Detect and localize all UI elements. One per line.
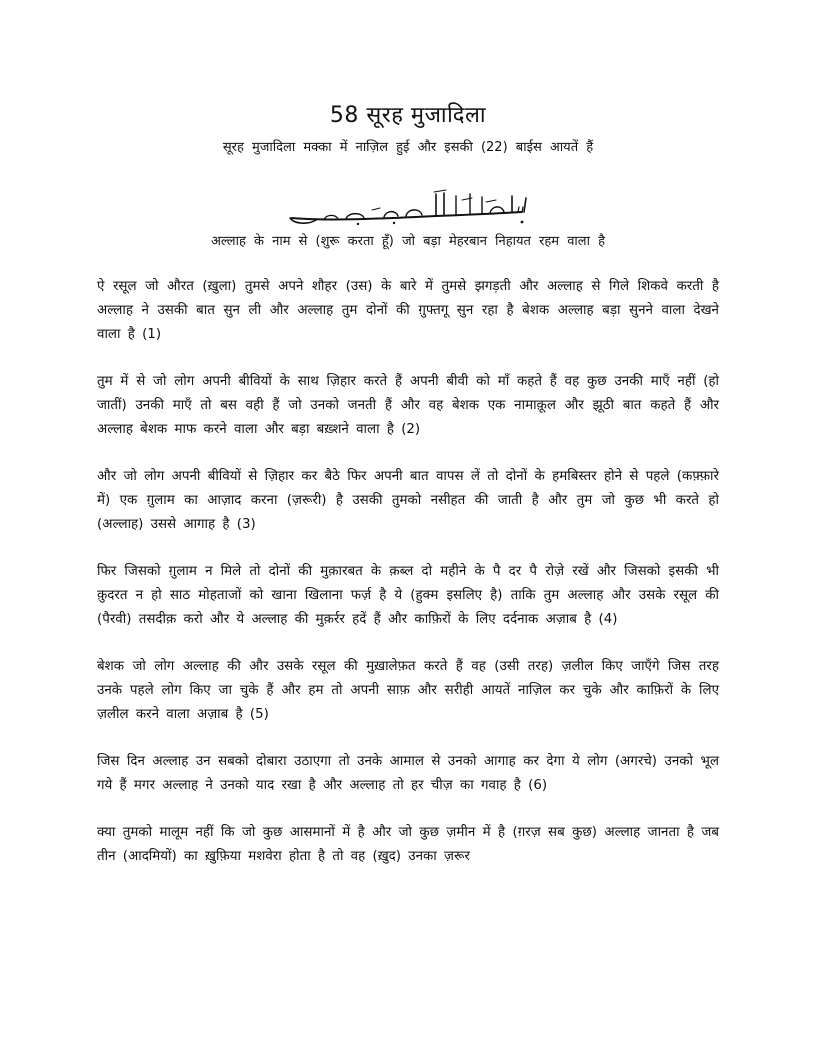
surah-subtitle: सूरह मुजादिला मक्का में नाज़िल हुई और इसकी (22) बाईस आयतें हैं <box>222 140 594 155</box>
bismillah-calligraphy <box>286 188 536 228</box>
verses-container <box>97 275 719 892</box>
verse-2: तुम में से जो लोग अपनी बीवियों के साथ ज़िहार करते हैं अपनी बीवी को माँ कहते हैं वह कुछ उनकी माएँ नहीं (हो जातीं) उनकी माएँ तो बस वही हैं जो उनको जनती हैं और वह बेशक एक नामाक़ूल और झूठी बात कहते हैं और अल्लाह बेशक माफ करने वाला और बड़ा बख़्शने वाला है (2) <box>97 374 719 437</box>
surah-title: 58 सूरह मुजादिला <box>329 103 487 128</box>
verse-4: फिर जिसको ग़ुलाम न मिले तो दोनों की मुक़ारबत के क़ब्ल दो महीने के पै दर पै रोज़े रखें और जिसको इसकी भी क़ुदरत न हो साठ मोहताजों को खाना खिलाना फर्ज़ है ये (हुक्म इसलिए है) ताकि तुम अल्लाह और उसके रसूल की (पैरवी) तसदीक़ करो और ये अल्लाह की मुक़र्रर हदें हैं और काफ़िरों के लिए दर्दनाक अज़ाब है (4) <box>97 564 719 627</box>
verse-3: और जो लोग अपनी बीवियों से ज़िहार कर बैठे फिर अपनी बात वापस लें तो दोनों के हमबिस्तर होने से पहले (कफ़्फ़ारे में) एक ग़ुलाम का आज़ाद करना (ज़रूरी) है उसकी तुमको नसीहत की जाती है और तुम जो कुछ भी करते हो (अल्लाह) उससे आगाह है (3) <box>97 469 719 532</box>
verse-1: ऐ रसूल जो औरत (ख़ुला) तुमसे अपने शौहर (उस) के बारे में तुमसे झगड़ती और अल्लाह से गिले शिकवे करती है अल्लाह ने उसकी बात सुन ली और अल्लाह तुम दोनों की ग़ुफ्तगू सुन रहा है बेशक अल्लाह बड़ा सुनने वाला देखने वाला है (1) <box>97 279 719 342</box>
verse-7: क्या तुमको मालूम नहीं कि जो कुछ आसमानों में है और जो कुछ ज़मीन में है (ग़रज़ सब कुछ) अल्लाह जानता है जब तीन (आदमियों) का ख़ुफ़िया मशवेरा होता है तो वह (ख़ुद) उनका ज़रूर <box>97 825 719 864</box>
bismillah-translation: अल्लाह के नाम से (शुरू करता हूँ) जो बड़ा मेहरबान निहायत रहम वाला है <box>210 234 606 249</box>
verse-5: बेशक जो लोग अल्लाह की और उसके रसूल की मुख़ालेफ़त करते हैं वह (उसी तरह) ज़लील किए जाएँगे जिस तरह उनके पहले लोग किए जा चुके हैं और हम तो अपनी साफ़ और सरीही आयतें नाज़िल कर चुके और काफ़िरों के लिए ज़लील करने वाला अज़ाब है (5) <box>97 659 719 722</box>
verse-6: जिस दिन अल्लाह उन सबको दोबारा उठाएगा तो उनके आमाल से उनको आगाह कर देगा ये लोग (अगरचे) उनको भूल गये हैं मगर अल्लाह ने उनको याद रखा है और अल्लाह तो हर चीज़ का गवाह है (6) <box>97 754 719 793</box>
